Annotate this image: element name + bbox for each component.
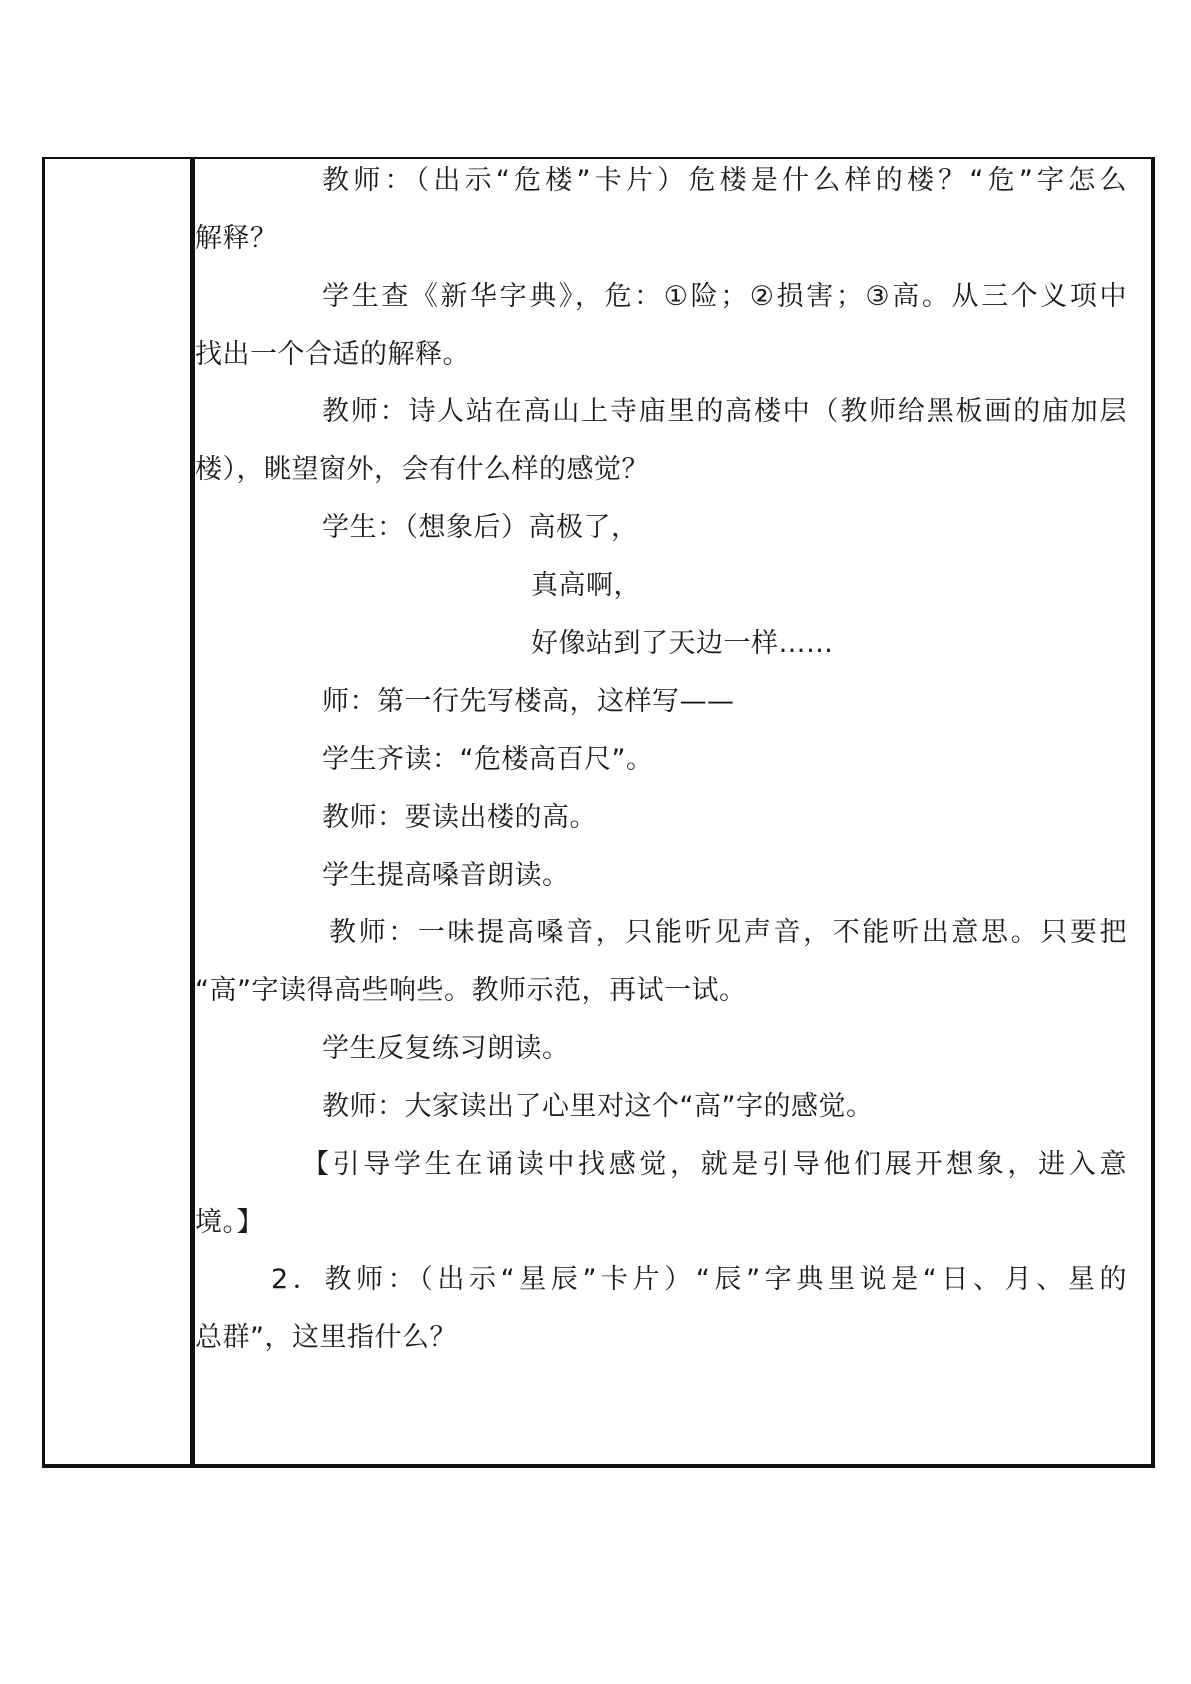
- paragraph-line: 教师：一味提高嗓音，只能听见声音，不能听出意思。只要把: [329, 917, 1127, 948]
- paragraph-line: 好像站到了天边一样……: [531, 628, 834, 659]
- table-bottom-border: [42, 1464, 1155, 1468]
- paragraph-line: 教师：大家读出了心里对这个“高”字的感觉。: [322, 1091, 874, 1122]
- paragraph-line: 师：第一行先写楼高，这样写——: [322, 686, 735, 717]
- table-content-cell: [195, 159, 1151, 1464]
- paragraph-line: 教师：诗人站在高山上寺庙里的高楼中（教师给黑板画的庙加层: [322, 396, 1127, 427]
- paragraph-line: 2．教师：（出示“星辰”卡片）“辰”字典里说是“日、月、星的: [271, 1264, 1127, 1295]
- paragraph-line: 教师：（出示“危楼”卡片）危楼是什么样的楼？“危”字怎么: [322, 165, 1127, 196]
- paragraph-line: 境。】: [195, 1207, 264, 1238]
- paragraph-line: 学生查《新华字典》，危：①险；②损害；③高。从三个义项中: [322, 281, 1127, 312]
- paragraph-line: 学生齐读：“危楼高百尺”。: [322, 744, 654, 775]
- paragraph-line: 找出一个合适的解释。: [195, 339, 470, 370]
- paragraph-line: 学生反复练习朗读。: [322, 1033, 570, 1064]
- paragraph-line: 真高啊，: [531, 570, 641, 601]
- paragraph-line: 楼），眺望窗外，会有什么样的感觉？: [195, 454, 649, 485]
- table-right-border: [1151, 157, 1155, 1468]
- paragraph-line: 【引导学生在诵读中找感觉，就是引导他们展开想象，进入意: [302, 1149, 1127, 1180]
- paragraph-line: 解释？: [195, 223, 278, 254]
- table-left-cell: [45, 159, 190, 1464]
- paragraph-line: “高”字读得高些响些。教师示范，再试一试。: [195, 975, 747, 1006]
- paragraph-line: 学生提高嗓音朗读。: [322, 860, 570, 891]
- paragraph-line: 教师：要读出楼的高。: [322, 802, 597, 833]
- paragraph-line: 总群”，这里指什么？: [195, 1322, 457, 1353]
- paragraph-line: 学生：（想象后）高极了，: [322, 512, 639, 543]
- lesson-table: [42, 157, 1155, 1468]
